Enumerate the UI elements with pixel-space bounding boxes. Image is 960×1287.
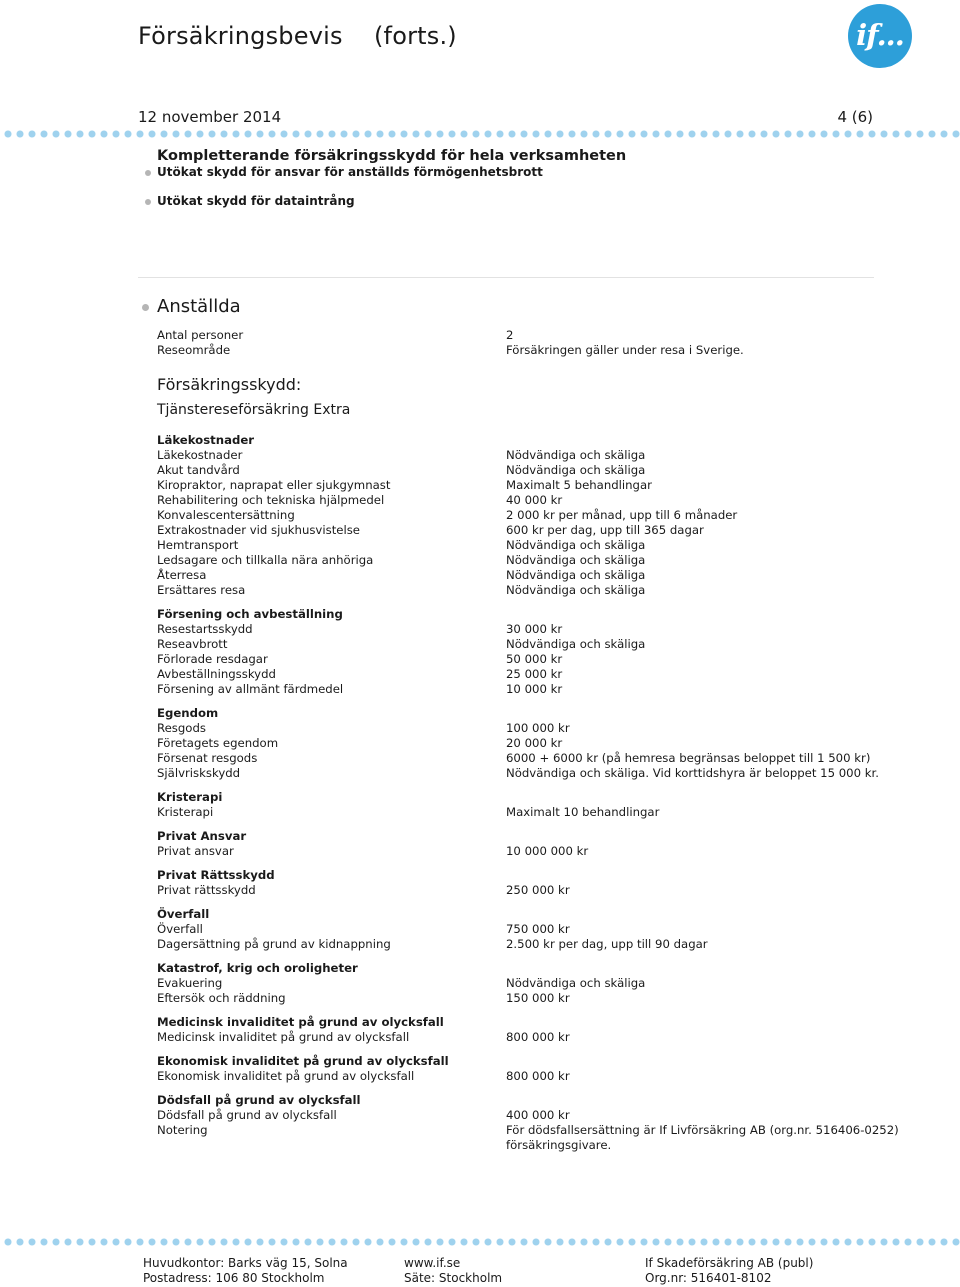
dotted-divider-top xyxy=(0,128,960,140)
coverage-value: 800 000 kr xyxy=(506,1030,570,1044)
coverage-value: 2.500 kr per dag, upp till 90 dagar xyxy=(506,937,708,951)
footer-postal: Postadress: 106 80 Stockholm xyxy=(143,1271,325,1285)
coverage-label: Medicinsk invaliditet på grund av olycksfall xyxy=(157,1030,410,1044)
section-title: Ekonomisk invaliditet på grund av olycksfall xyxy=(157,1054,449,1068)
footer-orgnr: Org.nr: 516401-8102 xyxy=(645,1271,772,1285)
coverage-value: Nödvändiga och skäliga xyxy=(506,583,646,597)
info-label: Antal personer xyxy=(157,328,244,342)
coverage-value: 250 000 kr xyxy=(506,883,570,897)
section-title: Dödsfall på grund av olycksfall xyxy=(157,1093,361,1107)
coverage-label: Kristerapi xyxy=(157,805,214,819)
coverage-label: Ersättares resa xyxy=(157,583,246,597)
complement-heading: Kompletterande försäkringsskydd för hela verksamheten xyxy=(157,148,627,164)
coverage-value: För dödsfallsersättning är If Livförsäkring AB (org.nr. 516406-0252) xyxy=(506,1123,899,1137)
coverage-value: försäkringsgivare. xyxy=(506,1138,612,1152)
coverage-label: Återresa xyxy=(157,568,207,582)
coverage-label: Självriskskydd xyxy=(157,766,241,780)
dotted-divider-bottom xyxy=(0,1236,960,1248)
section-title: Egendom xyxy=(157,706,219,720)
coverage-value: 150 000 kr xyxy=(506,991,570,1005)
info-value: Försäkringen gäller under resa i Sverige. xyxy=(506,343,744,357)
coverage-value: Nödvändiga och skäliga xyxy=(506,553,646,567)
coverage-value: 30 000 kr xyxy=(506,622,563,636)
coverage-label: Resgods xyxy=(157,721,206,735)
coverage-value: 100 000 kr xyxy=(506,721,570,735)
complement-item: Utökat skydd för dataintrång xyxy=(157,194,355,208)
section-title: Försening och avbeställning xyxy=(157,607,343,621)
coverage-value: 10 000 000 kr xyxy=(506,844,589,858)
coverage-value: 400 000 kr xyxy=(506,1108,570,1122)
coverage-label: Reseavbrott xyxy=(157,637,228,651)
logo-text: if... xyxy=(856,18,904,52)
coverage-value: 800 000 kr xyxy=(506,1069,570,1083)
product-name: Tjänstereseförsäkring Extra xyxy=(157,402,351,418)
page-title: Försäkringsbevis (forts.) xyxy=(138,22,457,50)
coverage-value: Nödvändiga och skäliga xyxy=(506,463,646,477)
info-label: Reseområde xyxy=(157,343,231,357)
info-value: 2 xyxy=(506,328,514,342)
coverage-value: 750 000 kr xyxy=(506,922,570,936)
coverage-value: 10 000 kr xyxy=(506,682,563,696)
coverage-heading: Försäkringsskydd: xyxy=(157,375,302,394)
section-title: Överfall xyxy=(157,907,210,921)
coverage-label: Notering xyxy=(157,1123,208,1137)
coverage-value: 20 000 kr xyxy=(506,736,563,750)
footer-website-link[interactable]: www.if.se xyxy=(404,1256,461,1270)
coverage-label: Resestartsskydd xyxy=(157,622,253,636)
coverage-value: Maximalt 5 behandlingar xyxy=(506,478,652,492)
coverage-value: 6000 + 6000 kr (på hemresa begränsas beloppet till 1 500 kr) xyxy=(506,751,871,765)
employees-heading: Anställda xyxy=(157,296,241,317)
footer-seat: Säte: Stockholm xyxy=(404,1271,503,1285)
coverage-label: Konvalescentersättning xyxy=(157,508,295,522)
coverage-label: Evakuering xyxy=(157,976,223,990)
coverage-label: Hemtransport xyxy=(157,538,239,552)
coverage-value: Nödvändiga och skäliga xyxy=(506,448,646,462)
section-title: Läkekostnader xyxy=(157,433,255,447)
section-title: Katastrof, krig och oroligheter xyxy=(157,961,358,975)
coverage-label: Akut tandvård xyxy=(157,463,240,477)
page-number: 4 (6) xyxy=(837,108,873,126)
section-title: Kristerapi xyxy=(157,790,223,804)
coverage-label: Rehabilitering och tekniska hjälpmedel xyxy=(157,493,385,507)
coverage-value: Nödvändiga och skäliga. Vid korttidshyra är beloppet 15 000 kr. xyxy=(506,766,879,780)
coverage-value: 600 kr per dag, upp till 365 dagar xyxy=(506,523,704,537)
section-title: Medicinsk invaliditet på grund av olycksfall xyxy=(157,1015,444,1029)
if-logo xyxy=(848,4,912,68)
coverage-label: Dagersättning på grund av kidnappning xyxy=(157,937,391,951)
coverage-value: 2 000 kr per månad, upp till 6 månader xyxy=(506,508,738,522)
coverage-label: Privat rättsskydd xyxy=(157,883,256,897)
document-date: 12 november 2014 xyxy=(138,108,282,126)
coverage-label: Kiropraktor, naprapat eller sjukgymnast xyxy=(157,478,391,492)
coverage-label: Läkekostnader xyxy=(157,448,243,462)
coverage-label: Dödsfall på grund av olycksfall xyxy=(157,1108,337,1122)
coverage-label: Avbeställningsskydd xyxy=(157,667,276,681)
coverage-value: Nödvändiga och skäliga xyxy=(506,538,646,552)
coverage-label: Försenat resgods xyxy=(157,751,258,765)
coverage-label: Förlorade resdagar xyxy=(157,652,268,666)
coverage-value: 40 000 kr xyxy=(506,493,563,507)
coverage-label: Ledsagare och tillkalla nära anhöriga xyxy=(157,553,374,567)
coverage-label: Eftersök och räddning xyxy=(157,991,286,1005)
footer-address: Huvudkontor: Barks väg 15, Solna xyxy=(143,1256,348,1270)
coverage-label: Försening av allmänt färdmedel xyxy=(157,682,344,696)
coverage-label: Privat ansvar xyxy=(157,844,234,858)
section-title: Privat Ansvar xyxy=(157,829,247,843)
coverage-value: Nödvändiga och skäliga xyxy=(506,976,646,990)
section-title: Privat Rättsskydd xyxy=(157,868,275,882)
coverage-value: 50 000 kr xyxy=(506,652,563,666)
coverage-label: Företagets egendom xyxy=(157,736,279,750)
complement-item: Utökat skydd för ansvar för anställds förmögenhetsbrott xyxy=(157,165,543,179)
coverage-label: Extrakostnader vid sjukhusvistelse xyxy=(157,523,360,537)
coverage-value: 25 000 kr xyxy=(506,667,563,681)
section-divider xyxy=(138,277,874,278)
coverage-value: Maximalt 10 behandlingar xyxy=(506,805,660,819)
coverage-label: Överfall xyxy=(157,922,203,936)
coverage-value: Nödvändiga och skäliga xyxy=(506,568,646,582)
coverage-label: Ekonomisk invaliditet på grund av olycksfall xyxy=(157,1069,415,1083)
coverage-value: Nödvändiga och skäliga xyxy=(506,637,646,651)
footer-company: If Skadeförsäkring AB (publ) xyxy=(645,1256,814,1270)
